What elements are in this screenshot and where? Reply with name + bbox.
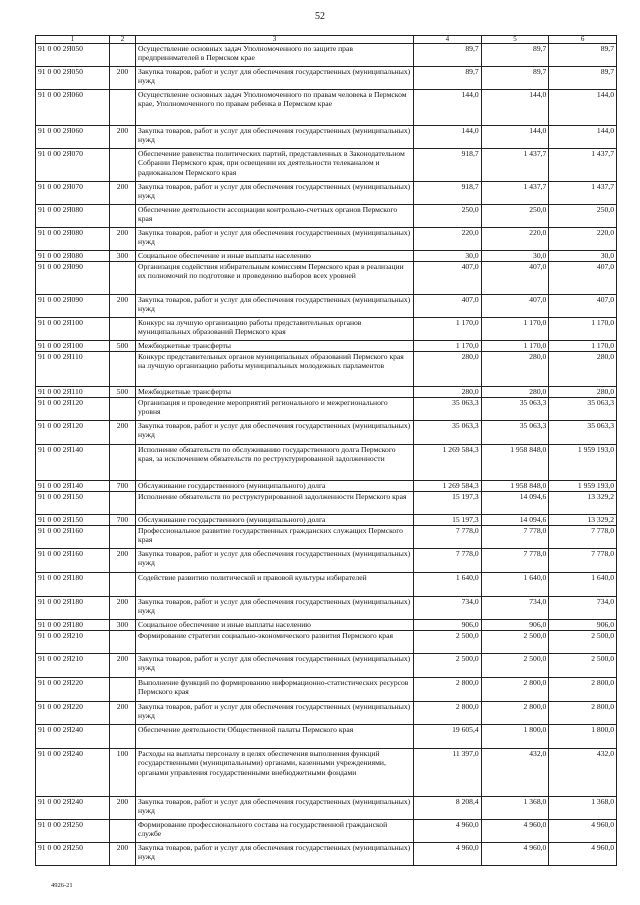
amount-year2-cell: 2 800,0 (481, 678, 549, 702)
amount-year2-cell: 144,0 (481, 126, 549, 149)
description-cell: Закупка товаров, работ и услуг для обеспечения государственных (муниципальных) нужд (136, 549, 414, 573)
description-cell: Организация и проведение мероприятий регионального и межрегионального уровня (136, 398, 414, 421)
description-cell: Закупка товаров, работ и услуг для обеспечения государственных (муниципальных) нужд (136, 421, 414, 445)
description-cell: Социальное обеспечение и иные выплаты населению (136, 251, 414, 262)
description-cell: Исполнение обязательств по обслуживанию государственного долга Пермского края, за исключением обязательств по реструктурированной задолженности (136, 445, 414, 481)
code-cell: 91 0 00 2Я240 (36, 749, 110, 797)
table-row (36, 678, 617, 702)
table-row (36, 492, 617, 515)
code-cell: 91 0 00 2Я110 (36, 387, 110, 398)
description-cell: Социальное обеспечение и иные выплаты населению (136, 620, 414, 631)
budget-table (35, 35, 617, 866)
table-row (36, 725, 617, 749)
amount-year3-cell: 13 329,2 (549, 492, 617, 515)
amount-year2-cell: 1 800,0 (481, 725, 549, 749)
description-cell: Закупка товаров, работ и услуг для обеспечения государственных (муниципальных) нужд (136, 182, 414, 205)
table-row (36, 341, 617, 352)
code-cell: 91 0 00 2Я140 (36, 481, 110, 492)
description-cell: Содействие развитию политической и правовой культуры избирателей (136, 573, 414, 597)
amount-year1-cell: 144,0 (414, 126, 482, 149)
code-cell: 91 0 00 2Я100 (36, 318, 110, 341)
table-row (36, 481, 617, 492)
code-cell: 91 0 00 2Я220 (36, 702, 110, 725)
code-cell: 91 0 00 2Я070 (36, 149, 110, 182)
expense-type-cell: 200 (110, 421, 136, 445)
code-cell: 91 0 00 2Я110 (36, 352, 110, 387)
column-header: 5 (481, 36, 549, 44)
expense-type-cell (110, 90, 136, 126)
amount-year2-cell: 1 958 848,0 (481, 481, 549, 492)
amount-year3-cell: 1 437,7 (549, 182, 617, 205)
expense-type-cell: 500 (110, 341, 136, 352)
expense-type-cell (110, 526, 136, 549)
description-cell: Межбюджетные трансферты (136, 341, 414, 352)
description-cell: Обслуживание государственного (муниципального) долга (136, 481, 414, 492)
code-cell: 91 0 00 2Я250 (36, 843, 110, 866)
description-cell: Осуществление основных задач Уполномоченного по правам человека в Пермском крае, Уполномоченного по правам ребенка в Пермском крае (136, 90, 414, 126)
amount-year1-cell: 407,0 (414, 295, 482, 318)
amount-year2-cell: 1 437,7 (481, 149, 549, 182)
footer-code: 4926-21 (51, 882, 73, 889)
table-row (36, 445, 617, 481)
amount-year1-cell: 30,0 (414, 251, 482, 262)
code-cell: 91 0 00 2Я210 (36, 654, 110, 678)
amount-year2-cell: 2 500,0 (481, 631, 549, 654)
amount-year3-cell: 2 500,0 (549, 654, 617, 678)
description-cell: Организация содействия избирательным комиссиям Пермского края в реализации их полномочий по подготовке и проведению выборов всех уровней (136, 262, 414, 295)
amount-year1-cell: 4 960,0 (414, 843, 482, 866)
column-header: 1 (36, 36, 110, 44)
code-cell: 91 0 00 2Я160 (36, 526, 110, 549)
amount-year3-cell: 432,0 (549, 749, 617, 797)
code-cell: 91 0 00 2Я150 (36, 492, 110, 515)
description-cell: Конкурс на лучшую организацию работы представительных органов муниципальных образований Пермского края (136, 318, 414, 341)
expense-type-cell (110, 262, 136, 295)
expense-type-cell: 200 (110, 228, 136, 251)
amount-year3-cell: 35 063,3 (549, 398, 617, 421)
expense-type-cell: 300 (110, 251, 136, 262)
amount-year1-cell: 906,0 (414, 620, 482, 631)
expense-type-cell: 200 (110, 702, 136, 725)
description-cell: Формирование стратегии социально-экономического развития Пермского края (136, 631, 414, 654)
amount-year2-cell: 280,0 (481, 352, 549, 387)
amount-year2-cell: 2 500,0 (481, 654, 549, 678)
amount-year1-cell: 7 778,0 (414, 526, 482, 549)
expense-type-cell: 200 (110, 549, 136, 573)
amount-year1-cell: 1 269 584,3 (414, 445, 482, 481)
amount-year2-cell: 2 800,0 (481, 702, 549, 725)
amount-year3-cell: 7 778,0 (549, 549, 617, 573)
code-cell: 91 0 00 2Я050 (36, 44, 110, 67)
table-row (36, 515, 617, 526)
amount-year1-cell: 2 500,0 (414, 654, 482, 678)
description-cell: Выполнение функций по формированию информационно-статистических ресурсов Пермского края (136, 678, 414, 702)
table-row (36, 398, 617, 421)
amount-year3-cell: 89,7 (549, 44, 617, 67)
description-cell: Профессиональное развитие государственных гражданских служащих Пермского края (136, 526, 414, 549)
expense-type-cell: 200 (110, 182, 136, 205)
amount-year3-cell: 407,0 (549, 295, 617, 318)
description-cell: Межбюджетные трансферты (136, 387, 414, 398)
column-header: 4 (414, 36, 482, 44)
description-cell: Закупка товаров, работ и услуг для обеспечения государственных (муниципальных) нужд (136, 67, 414, 90)
expense-type-cell (110, 573, 136, 597)
description-cell: Закупка товаров, работ и услуг для обеспечения государственных (муниципальных) нужд (136, 702, 414, 725)
table-row (36, 631, 617, 654)
description-cell: Обслуживание государственного (муниципального) долга (136, 515, 414, 526)
table-row (36, 421, 617, 445)
expense-type-cell (110, 318, 136, 341)
amount-year2-cell: 14 094,6 (481, 492, 549, 515)
description-cell: Исполнение обязательств по реструктурированной задолженности Пермского края (136, 492, 414, 515)
amount-year3-cell: 2 500,0 (549, 631, 617, 654)
expense-type-cell (110, 352, 136, 387)
amount-year1-cell: 35 063,3 (414, 398, 482, 421)
description-cell: Расходы на выплаты персоналу в целях обеспечения выполнения функций государственными (муниципальными) органами, казенными учреждениями, органами управления государственными внебюджетными фондами (136, 749, 414, 797)
description-cell: Закупка товаров, работ и услуг для обеспечения государственных (муниципальных) нужд (136, 843, 414, 866)
table-row (36, 352, 617, 387)
code-cell: 91 0 00 2Я140 (36, 445, 110, 481)
amount-year2-cell: 407,0 (481, 262, 549, 295)
expense-type-cell: 200 (110, 597, 136, 620)
table-row (36, 318, 617, 341)
code-cell: 91 0 00 2Я120 (36, 421, 110, 445)
table-row (36, 526, 617, 549)
expense-type-cell: 300 (110, 620, 136, 631)
code-cell: 91 0 00 2Я070 (36, 182, 110, 205)
amount-year1-cell: 2 500,0 (414, 631, 482, 654)
table-row (36, 182, 617, 205)
code-cell: 91 0 00 2Я060 (36, 126, 110, 149)
amount-year2-cell: 407,0 (481, 295, 549, 318)
table-row (36, 44, 617, 67)
amount-year1-cell: 89,7 (414, 67, 482, 90)
description-cell: Закупка товаров, работ и услуг для обеспечения государственных (муниципальных) нужд (136, 295, 414, 318)
amount-year2-cell: 4 960,0 (481, 843, 549, 866)
amount-year3-cell: 407,0 (549, 262, 617, 295)
amount-year2-cell: 89,7 (481, 44, 549, 67)
expense-type-cell (110, 445, 136, 481)
expense-type-cell: 100 (110, 749, 136, 797)
amount-year3-cell: 30,0 (549, 251, 617, 262)
amount-year2-cell: 4 960,0 (481, 820, 549, 843)
code-cell: 91 0 00 2Я080 (36, 251, 110, 262)
table-row (36, 387, 617, 398)
amount-year1-cell: 35 063,3 (414, 421, 482, 445)
amount-year1-cell: 11 397,0 (414, 749, 482, 797)
amount-year3-cell: 89,7 (549, 67, 617, 90)
amount-year3-cell: 4 960,0 (549, 843, 617, 866)
code-cell: 91 0 00 2Я080 (36, 228, 110, 251)
amount-year1-cell: 1 269 584,3 (414, 481, 482, 492)
expense-type-cell (110, 725, 136, 749)
amount-year1-cell: 15 197,3 (414, 492, 482, 515)
description-cell: Конкурс представительных органов муниципальных образований Пермского края на лучшую организацию работы муниципальных молодежных парламентов (136, 352, 414, 387)
amount-year3-cell: 1 640,0 (549, 573, 617, 597)
amount-year3-cell: 13 329,2 (549, 515, 617, 526)
expense-type-cell (110, 492, 136, 515)
expense-type-cell: 700 (110, 481, 136, 492)
amount-year3-cell: 1 959 193,0 (549, 445, 617, 481)
amount-year2-cell: 220,0 (481, 228, 549, 251)
amount-year3-cell: 734,0 (549, 597, 617, 620)
expense-type-cell: 700 (110, 515, 136, 526)
expense-type-cell: 500 (110, 387, 136, 398)
amount-year2-cell: 906,0 (481, 620, 549, 631)
table-row (36, 549, 617, 573)
expense-type-cell (110, 149, 136, 182)
amount-year3-cell: 1 170,0 (549, 341, 617, 352)
expense-type-cell: 200 (110, 67, 136, 90)
amount-year2-cell: 1 170,0 (481, 341, 549, 352)
amount-year1-cell: 280,0 (414, 352, 482, 387)
code-cell: 91 0 00 2Я240 (36, 725, 110, 749)
table-row (36, 205, 617, 228)
page-number: 52 (315, 11, 325, 22)
expense-type-cell: 200 (110, 295, 136, 318)
amount-year1-cell: 734,0 (414, 597, 482, 620)
amount-year3-cell: 906,0 (549, 620, 617, 631)
table-row (36, 126, 617, 149)
amount-year1-cell: 4 960,0 (414, 820, 482, 843)
amount-year1-cell: 2 800,0 (414, 678, 482, 702)
amount-year2-cell: 14 094,6 (481, 515, 549, 526)
code-cell: 91 0 00 2Я180 (36, 573, 110, 597)
amount-year2-cell: 1 368,0 (481, 797, 549, 820)
expense-type-cell (110, 820, 136, 843)
amount-year2-cell: 432,0 (481, 749, 549, 797)
amount-year2-cell: 35 063,3 (481, 421, 549, 445)
expense-type-cell: 200 (110, 797, 136, 820)
amount-year1-cell: 280,0 (414, 387, 482, 398)
amount-year3-cell: 144,0 (549, 90, 617, 126)
amount-year3-cell: 220,0 (549, 228, 617, 251)
expense-type-cell (110, 205, 136, 228)
code-cell: 91 0 00 2Я220 (36, 678, 110, 702)
column-header: 3 (136, 36, 414, 44)
expense-type-cell (110, 398, 136, 421)
amount-year1-cell: 918,7 (414, 149, 482, 182)
amount-year1-cell: 407,0 (414, 262, 482, 295)
amount-year3-cell: 144,0 (549, 126, 617, 149)
amount-year2-cell: 30,0 (481, 251, 549, 262)
table-row (36, 573, 617, 597)
code-cell: 91 0 00 2Я050 (36, 67, 110, 90)
amount-year1-cell: 250,0 (414, 205, 482, 228)
description-cell: Закупка товаров, работ и услуг для обеспечения государственных (муниципальных) нужд (136, 797, 414, 820)
amount-year2-cell: 250,0 (481, 205, 549, 228)
amount-year2-cell: 144,0 (481, 90, 549, 126)
column-header: 2 (110, 36, 136, 44)
expense-type-cell: 200 (110, 843, 136, 866)
expense-type-cell: 200 (110, 654, 136, 678)
description-cell: Осуществление основных задач Уполномоченного по защите прав предпринимателей в Пермском крае (136, 44, 414, 67)
code-cell: 91 0 00 2Я160 (36, 549, 110, 573)
amount-year2-cell: 7 778,0 (481, 526, 549, 549)
code-cell: 91 0 00 2Я180 (36, 597, 110, 620)
table-row (36, 149, 617, 182)
code-cell: 91 0 00 2Я180 (36, 620, 110, 631)
column-number-row (36, 36, 617, 44)
code-cell: 91 0 00 2Я090 (36, 295, 110, 318)
code-cell: 91 0 00 2Я100 (36, 341, 110, 352)
description-cell: Закупка товаров, работ и услуг для обеспечения государственных (муниципальных) нужд (136, 126, 414, 149)
description-cell: Закупка товаров, работ и услуг для обеспечения государственных (муниципальных) нужд (136, 597, 414, 620)
code-cell: 91 0 00 2Я210 (36, 631, 110, 654)
code-cell: 91 0 00 2Я150 (36, 515, 110, 526)
amount-year3-cell: 1 800,0 (549, 725, 617, 749)
code-cell: 91 0 00 2Я240 (36, 797, 110, 820)
expense-type-cell (110, 678, 136, 702)
description-cell: Закупка товаров, работ и услуг для обеспечения государственных (муниципальных) нужд (136, 654, 414, 678)
description-cell: Закупка товаров, работ и услуг для обеспечения государственных (муниципальных) нужд (136, 228, 414, 251)
description-cell: Обеспечение равенства политических партий, представленных в Законодательном Собрании Пермского края, при освещении их деятельности телеканалом и радиоканалом Пермского края (136, 149, 414, 182)
amount-year2-cell: 280,0 (481, 387, 549, 398)
expense-type-cell (110, 631, 136, 654)
table-row (36, 749, 617, 797)
amount-year1-cell: 220,0 (414, 228, 482, 251)
table-row (36, 90, 617, 126)
expense-type-cell: 200 (110, 126, 136, 149)
table-row (36, 295, 617, 318)
amount-year1-cell: 8 208,4 (414, 797, 482, 820)
code-cell: 91 0 00 2Я090 (36, 262, 110, 295)
table-row (36, 620, 617, 631)
code-cell: 91 0 00 2Я120 (36, 398, 110, 421)
table-row (36, 262, 617, 295)
amount-year2-cell: 1 437,7 (481, 182, 549, 205)
table-body (36, 44, 617, 866)
table-row (36, 597, 617, 620)
amount-year1-cell: 1 170,0 (414, 341, 482, 352)
amount-year3-cell: 1 437,7 (549, 149, 617, 182)
description-cell: Обеспечение деятельности ассоциации контрольно-счетных органов Пермского края (136, 205, 414, 228)
table-row (36, 654, 617, 678)
amount-year3-cell: 1 368,0 (549, 797, 617, 820)
table-row (36, 251, 617, 262)
amount-year1-cell: 7 778,0 (414, 549, 482, 573)
amount-year2-cell: 7 778,0 (481, 549, 549, 573)
amount-year3-cell: 1 959 193,0 (549, 481, 617, 492)
description-cell: Обеспечение деятельности Общественной палаты Пермского края (136, 725, 414, 749)
table-row (36, 797, 617, 820)
amount-year3-cell: 280,0 (549, 387, 617, 398)
amount-year1-cell: 918,7 (414, 182, 482, 205)
column-header: 6 (549, 36, 617, 44)
amount-year1-cell: 1 640,0 (414, 573, 482, 597)
expense-type-cell (110, 44, 136, 67)
amount-year2-cell: 734,0 (481, 597, 549, 620)
description-cell: Формирование профессионального состава на государственной гражданской службе (136, 820, 414, 843)
amount-year3-cell: 35 063,3 (549, 421, 617, 445)
amount-year3-cell: 4 960,0 (549, 820, 617, 843)
amount-year2-cell: 35 063,3 (481, 398, 549, 421)
code-cell: 91 0 00 2Я060 (36, 90, 110, 126)
amount-year2-cell: 89,7 (481, 67, 549, 90)
amount-year3-cell: 1 170,0 (549, 318, 617, 341)
amount-year1-cell: 19 605,4 (414, 725, 482, 749)
amount-year2-cell: 1 640,0 (481, 573, 549, 597)
amount-year1-cell: 89,7 (414, 44, 482, 67)
amount-year1-cell: 144,0 (414, 90, 482, 126)
amount-year2-cell: 1 958 848,0 (481, 445, 549, 481)
amount-year3-cell: 280,0 (549, 352, 617, 387)
table-row (36, 820, 617, 843)
amount-year2-cell: 1 170,0 (481, 318, 549, 341)
amount-year3-cell: 250,0 (549, 205, 617, 228)
amount-year3-cell: 2 800,0 (549, 702, 617, 725)
code-cell: 91 0 00 2Я080 (36, 205, 110, 228)
amount-year1-cell: 15 197,3 (414, 515, 482, 526)
code-cell: 91 0 00 2Я250 (36, 820, 110, 843)
table-row (36, 843, 617, 866)
amount-year1-cell: 2 800,0 (414, 702, 482, 725)
table-row (36, 702, 617, 725)
table-row (36, 228, 617, 251)
amount-year3-cell: 2 800,0 (549, 678, 617, 702)
amount-year1-cell: 1 170,0 (414, 318, 482, 341)
table-row (36, 67, 617, 90)
amount-year3-cell: 7 778,0 (549, 526, 617, 549)
